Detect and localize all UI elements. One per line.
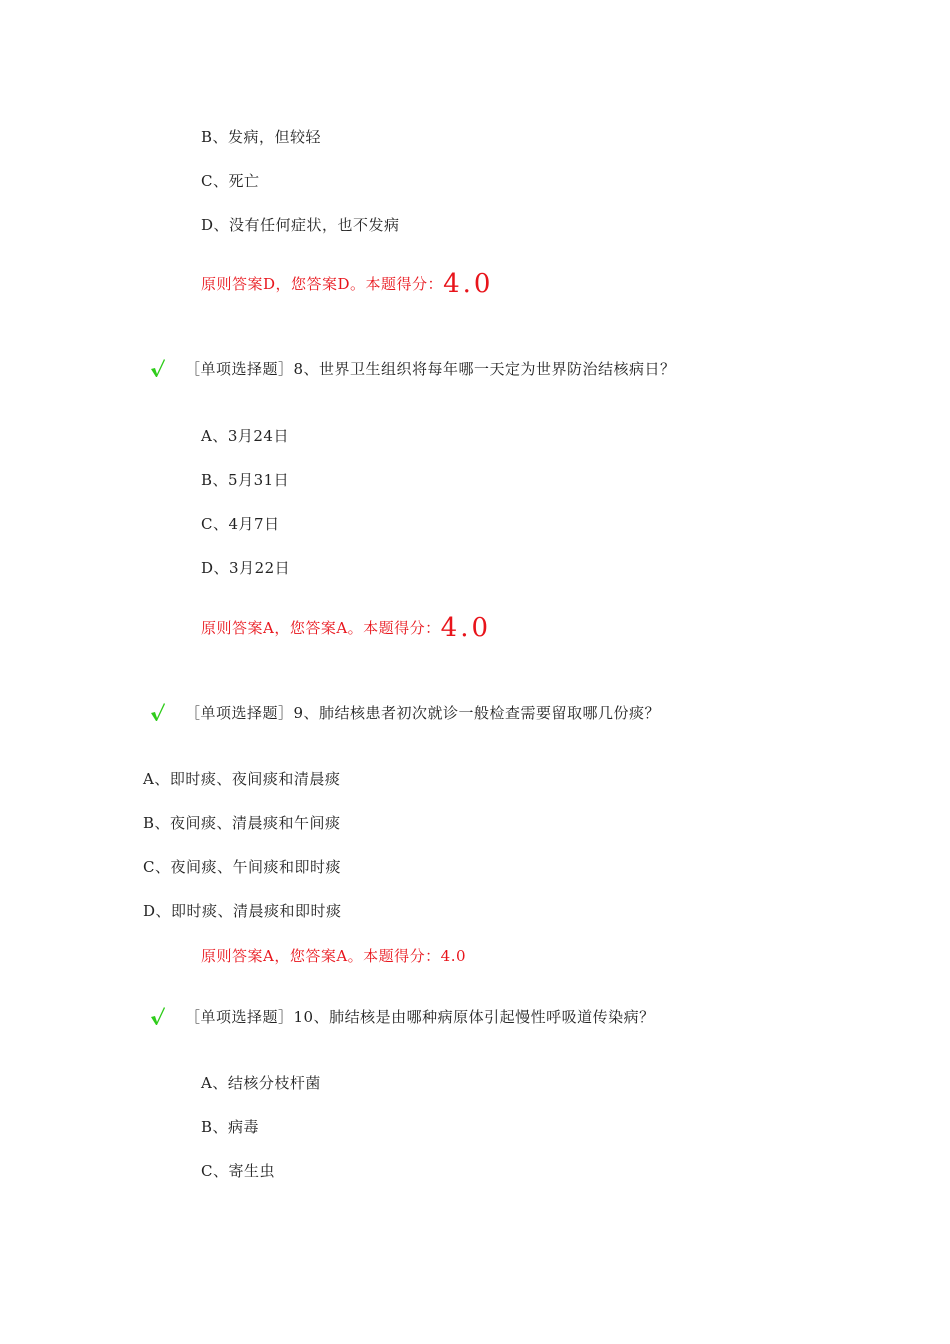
q9-option-d: D、即时痰、清晨痰和即时痰 [143,902,342,920]
q7-option-c: C、死亡 [201,172,260,190]
q8-option-d: D、3月22日 [201,559,291,577]
checkmark-icon [150,358,166,378]
checkmark-icon [150,1006,166,1026]
q9-score: 4.0 [440,947,467,965]
q7-score: 4.0 [443,269,494,299]
q9-answer-text: 原则答案A，您答案A。本题得分： [201,947,441,965]
q8-option-a: A、3月24日 [201,427,289,445]
q9-option-a: A、即时痰、夜间痰和清晨痰 [143,770,341,788]
q9-question: ［单项选择题］9、肺结核患者初次就诊一般检查需要留取哪几份痰？ [185,704,661,722]
q9-answer [201,946,466,966]
q8-question: ［单项选择题］8、世界卫生组织将每年哪一天定为世界防治结核病日？ [185,360,676,378]
q10-option-a: A、结核分枝杆菌 [201,1074,321,1092]
q7-option-b: B、发病，但较轻 [201,128,322,146]
q7-answer-text: 原则答案D，您答案D。本题得分： [201,275,444,293]
q8-option-c: C、4月7日 [201,515,280,533]
checkmark-icon [150,702,166,722]
q8-answer [201,613,492,643]
q10-option-b: B、病毒 [201,1118,260,1136]
q7-answer [201,269,494,299]
q8-option-b: B、5月31日 [201,471,290,489]
q9-option-c: C、夜间痰、午间痰和即时痰 [143,858,341,876]
q9-option-b: B、夜间痰、清晨痰和午间痰 [143,814,341,832]
q8-score: 4.0 [440,613,492,643]
q8-answer-text: 原则答案A，您答案A。本题得分： [201,619,441,637]
q10-question: ［单项选择题］10、肺结核是由哪种病原体引起慢性呼吸道传染病？ [185,1008,655,1026]
q10-option-c: C、寄生虫 [201,1162,275,1180]
q7-option-d: D、没有任何症状，也不发病 [201,216,400,234]
